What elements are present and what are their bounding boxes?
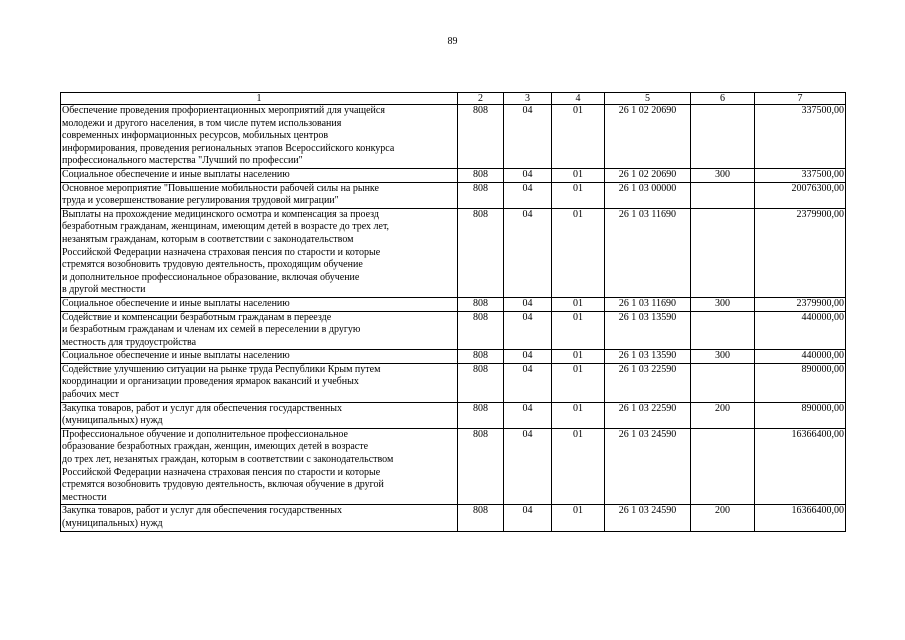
table-row: [61, 402, 846, 428]
subsection-code-cell: 01: [552, 350, 605, 364]
table-row: [61, 105, 846, 169]
subsection-code-cell: 01: [552, 428, 605, 505]
row-name-line: местность для трудоустройства: [62, 336, 197, 348]
page-number: 89: [447, 36, 458, 47]
row-name-line: стремятся возобновить трудовую деятельность, проходящим обучение: [62, 259, 363, 271]
row-name-line: Основное мероприятие "Повышение мобильности рабочей силы на рынке: [62, 182, 379, 194]
target-code-cell: 26 1 03 11690: [605, 297, 691, 311]
table-body: [61, 105, 846, 532]
subsection-code-cell: 01: [552, 311, 605, 350]
column-header: 4: [552, 93, 605, 105]
section-code-cell: 04: [504, 428, 552, 505]
column-header: 6: [691, 93, 755, 105]
expense-type-cell: [691, 208, 755, 297]
target-code-cell: 26 1 02 20690: [605, 105, 691, 169]
target-code-cell: 26 1 03 24590: [605, 505, 691, 531]
row-name-line: Российской Федерации назначена страховая пенсия по старости и которые: [62, 466, 381, 478]
row-name-line: безработным гражданам, женщинам, имеющим детей в возрасте до трех лет,: [62, 221, 390, 233]
subsection-code-cell: 01: [552, 168, 605, 182]
expense-type-cell: 200: [691, 505, 755, 531]
target-code-cell: 26 1 03 13590: [605, 350, 691, 364]
row-name-cell: [61, 363, 458, 402]
table-row: [61, 182, 846, 208]
row-name-line: Профессиональное обучение и дополнительное профессиональное: [62, 428, 348, 440]
amount-cell: 440000,00: [755, 311, 846, 350]
target-code-cell: 26 1 03 13590: [605, 311, 691, 350]
expense-type-cell: 300: [691, 168, 755, 182]
row-name-cell: [61, 297, 458, 311]
row-name-cell: [61, 168, 458, 182]
row-name-line: (муниципальных) нужд: [62, 518, 163, 529]
expense-type-cell: 300: [691, 350, 755, 364]
amount-cell: 337500,00: [755, 168, 846, 182]
admin-code-cell: 808: [458, 311, 504, 350]
section-code-cell: 04: [504, 182, 552, 208]
row-name-line: современных информационных ресурсов, мобильных центров: [62, 130, 329, 142]
row-name-line: Закупка товаров, работ и услуг для обеспечения государственных: [62, 402, 343, 414]
row-name-line: и безработным гражданам и членам их семей в переселении в другую: [62, 324, 361, 336]
expense-type-cell: [691, 428, 755, 505]
row-name-cell: [61, 182, 458, 208]
row-name-line: стремятся возобновить трудовую деятельность, включая обучение в другой: [62, 479, 384, 491]
section-code-cell: 04: [504, 297, 552, 311]
expense-type-cell: [691, 311, 755, 350]
subsection-code-cell: 01: [552, 363, 605, 402]
row-name-line: в другой местности: [62, 284, 146, 296]
row-name-cell: [61, 402, 458, 428]
amount-cell: 440000,00: [755, 350, 846, 364]
row-name-cell: [61, 428, 458, 505]
row-name-line: информирования, проведения региональных этапов Всероссийского конкурса: [62, 142, 395, 154]
subsection-code-cell: 01: [552, 105, 605, 169]
row-name-cell: [61, 350, 458, 364]
admin-code-cell: 808: [458, 363, 504, 402]
column-header: 5: [605, 93, 691, 105]
expense-type-cell: [691, 105, 755, 169]
row-name-line: Содействие и компенсации безработным гражданам в переезде: [62, 311, 332, 323]
row-name-line: Социальное обеспечение и иные выплаты населению: [62, 168, 290, 180]
column-header: 1: [61, 93, 458, 105]
column-header: 3: [504, 93, 552, 105]
section-code-cell: 04: [504, 505, 552, 531]
row-name-line: труда и усовершенствование регулирования трудовой миграции": [62, 195, 339, 207]
row-name-cell: [61, 505, 458, 531]
admin-code-cell: 808: [458, 168, 504, 182]
header-row: [61, 93, 846, 105]
table-row: [61, 428, 846, 505]
row-name-cell: [61, 208, 458, 297]
row-name-cell: [61, 311, 458, 350]
table-row: [61, 363, 846, 402]
row-name-line: Социальное обеспечение и иные выплаты населению: [62, 350, 290, 362]
row-name-line: молодежи и другого населения, в том числе путем использования: [62, 117, 342, 129]
row-name-line: Социальное обеспечение и иные выплаты населению: [62, 297, 290, 309]
subsection-code-cell: 01: [552, 402, 605, 428]
section-code-cell: 04: [504, 105, 552, 169]
target-code-cell: 26 1 03 24590: [605, 428, 691, 505]
target-code-cell: 26 1 02 20690: [605, 168, 691, 182]
row-name-line: местности: [62, 491, 107, 503]
section-code-cell: 04: [504, 402, 552, 428]
section-code-cell: 04: [504, 311, 552, 350]
row-name-line: образование безработных граждан, женщин, имеющих детей в возрасте: [62, 441, 369, 453]
row-name-line: Содействие улучшению ситуации на рынке труда Республики Крым путем: [62, 363, 381, 375]
admin-code-cell: 808: [458, 505, 504, 531]
row-name-line: Закупка товаров, работ и услуг для обеспечения государственных: [62, 505, 343, 517]
target-code-cell: 26 1 03 11690: [605, 208, 691, 297]
row-name-line: до трех лет, незанятых граждан, которым в соответствии с законодательством: [62, 454, 394, 466]
expense-type-cell: 300: [691, 297, 755, 311]
column-header: 2: [458, 93, 504, 105]
admin-code-cell: 808: [458, 297, 504, 311]
target-code-cell: 26 1 03 22590: [605, 402, 691, 428]
expense-type-cell: 200: [691, 402, 755, 428]
row-name-line: профессионального мастерства "Лучший по профессии": [62, 155, 303, 167]
row-name-line: незанятым гражданам, которым в соответствии с законодательством: [62, 233, 354, 245]
amount-cell: 16366400,00: [755, 505, 846, 531]
amount-cell: 2379900,00: [755, 208, 846, 297]
expense-type-cell: [691, 182, 755, 208]
section-code-cell: 04: [504, 363, 552, 402]
subsection-code-cell: 01: [552, 182, 605, 208]
table-row: [61, 208, 846, 297]
amount-cell: 890000,00: [755, 363, 846, 402]
amount-cell: 2379900,00: [755, 297, 846, 311]
subsection-code-cell: 01: [552, 297, 605, 311]
column-header: 7: [755, 93, 846, 105]
table-row: [61, 350, 846, 364]
row-name-line: (муниципальных) нужд: [62, 415, 163, 427]
admin-code-cell: 808: [458, 182, 504, 208]
row-name-cell: [61, 105, 458, 169]
budget-table: [60, 92, 846, 532]
section-code-cell: 04: [504, 350, 552, 364]
section-code-cell: 04: [504, 208, 552, 297]
amount-cell: 20076300,00: [755, 182, 846, 208]
section-code-cell: 04: [504, 168, 552, 182]
admin-code-cell: 808: [458, 350, 504, 364]
target-code-cell: 26 1 03 00000: [605, 182, 691, 208]
table-row: [61, 505, 846, 531]
table-row: [61, 297, 846, 311]
row-name-line: и дополнительное профессиональное образование, включая обучение: [62, 271, 360, 283]
row-name-line: Обеспечение проведения профориентационных мероприятий для учащейся: [62, 105, 385, 116]
admin-code-cell: 808: [458, 208, 504, 297]
row-name-line: Российской Федерации назначена страховая пенсия по старости и которые: [62, 246, 381, 258]
row-name-line: Выплаты на прохождение медицинского осмотра и компенсация за проезд: [62, 208, 379, 220]
row-name-line: координации и организации проведения ярмарок вакансий и учебных: [62, 376, 359, 388]
row-name-line: рабочих мест: [62, 389, 119, 401]
subsection-code-cell: 01: [552, 208, 605, 297]
subsection-code-cell: 01: [552, 505, 605, 531]
table-row: [61, 168, 846, 182]
amount-cell: 890000,00: [755, 402, 846, 428]
amount-cell: 16366400,00: [755, 428, 846, 505]
admin-code-cell: 808: [458, 428, 504, 505]
table-row: [61, 311, 846, 350]
target-code-cell: 26 1 03 22590: [605, 363, 691, 402]
expense-type-cell: [691, 363, 755, 402]
amount-cell: 337500,00: [755, 105, 846, 169]
admin-code-cell: 808: [458, 402, 504, 428]
admin-code-cell: 808: [458, 105, 504, 169]
